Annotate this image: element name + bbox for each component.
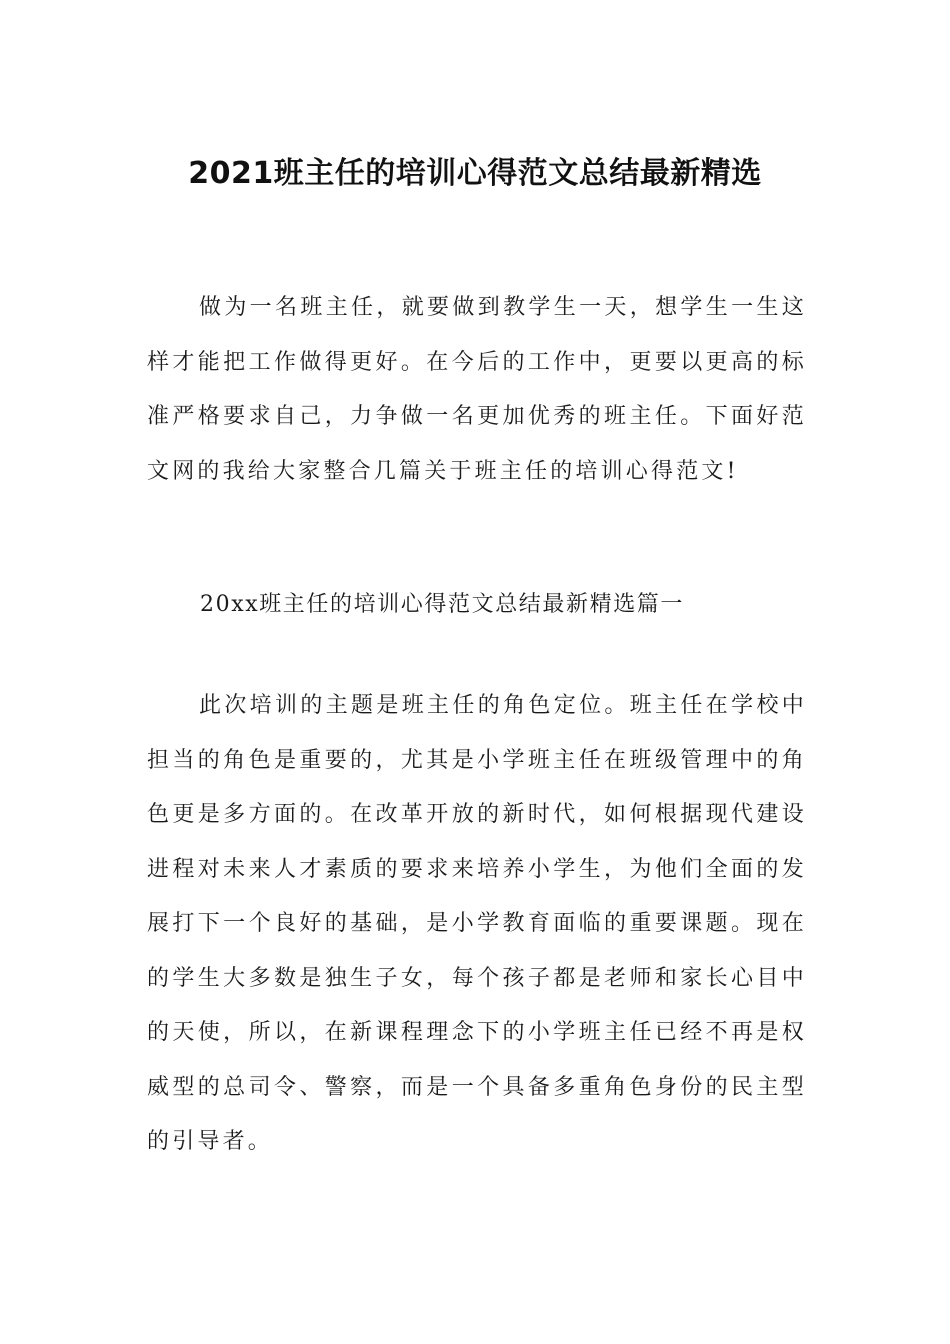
section-heading: 20xx班主任的培训心得范文总结最新精选篇一 — [200, 592, 685, 617]
intro-paragraph: 做为一名班主任，就要做到教学生一天，想学生一生这样才能把工作做得更好。在今后的工作中，更要以更高的标准严格要求自己，力争做一名更加优秀的班主任。下面好范文网的我给大家整合几篇关于班主任的培训心得范文! — [147, 295, 807, 484]
body-paragraph: 此次培训的主题是班主任的角色定位。班主任在学校中担当的角色是重要的，尤其是小学班主任在班级管理中的角色更是多方面的。在改革开放的新时代，如何根据现代建设进程对未来人才素质的要求来培养小学生，为他们全面的发展打下一个良好的基础，是小学教育面临的重要课题。现在的学生大多数是独生子女，每个孩子都是老师和家长心目中的天使，所以，在新课程理念下的小学班主任已经不再是权威型的总司令、警察，而是一个具备多重角色身份的民主型的引导者。 — [147, 693, 807, 1154]
document-title: 2021班主任的培训心得范文总结最新精选 — [188, 156, 762, 192]
